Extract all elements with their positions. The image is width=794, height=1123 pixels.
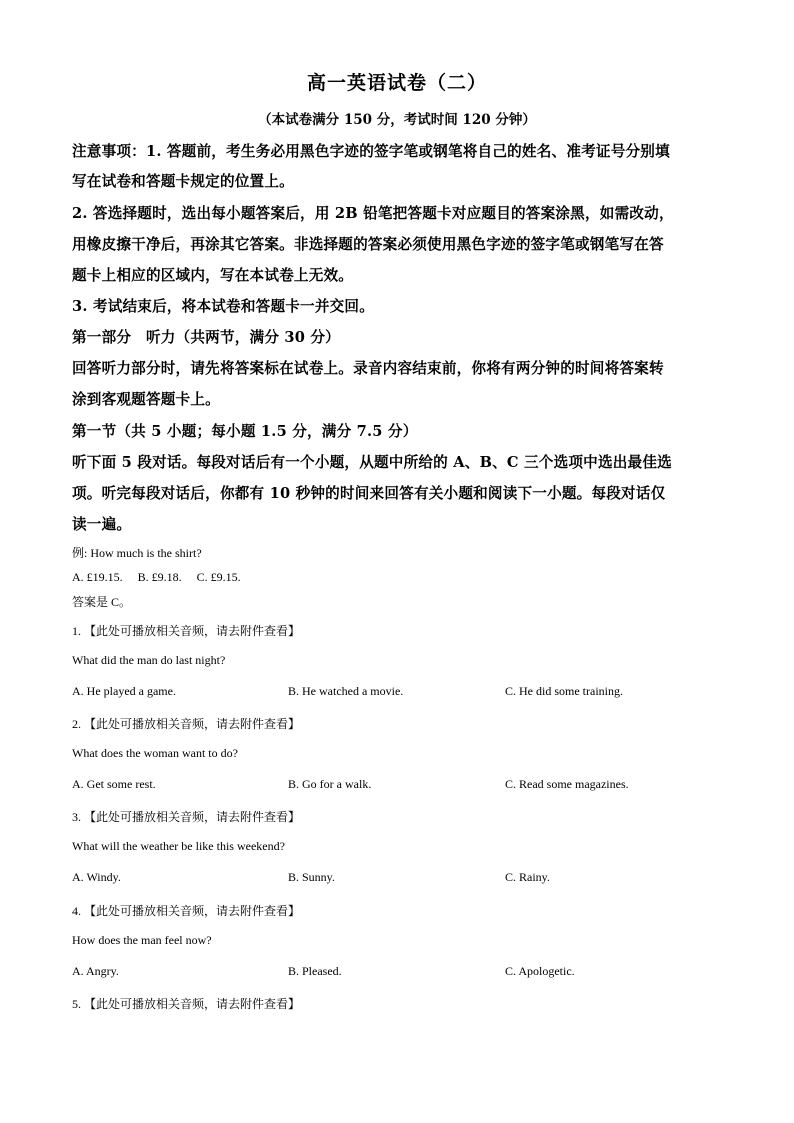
- option-c: C. Apologetic.: [505, 964, 575, 978]
- part1-instruction-2: 涂到客观题答题卡上。: [72, 391, 220, 408]
- option-c: C. He did some training.: [505, 684, 623, 698]
- option-b: B. Sunny.: [288, 870, 335, 884]
- option-a: A. Get some rest.: [72, 777, 156, 791]
- question-text: How does the man feel now?: [72, 933, 212, 947]
- part1-instruction-1: 回答听力部分时，请先将答案标在试卷上。录音内容结束前，你将有两分钟的时间将答案转: [72, 360, 664, 377]
- question-text: What does the woman want to do?: [72, 746, 238, 760]
- section1-instruction-2: 项。听完每段对话后，你都有 10 秒钟的时间来回答有关小题和阅读下一小题。每段对话仅: [72, 485, 666, 502]
- example-options: A. £19.15. B. £9.18. C. £9.15.: [72, 570, 241, 584]
- part1-heading: 第一部分 听力（共两节，满分 30 分）: [72, 329, 340, 346]
- option-b: B. Pleased.: [288, 964, 342, 978]
- option-a: A. Windy.: [72, 870, 121, 884]
- option-c: C. Rainy.: [505, 870, 550, 884]
- question-label: 2. 【此处可播放相关音频，请去附件查看】: [72, 717, 301, 731]
- section1-instruction-1: 听下面 5 段对话。每段对话后有一个小题，从题中所给的 A、B、C 三个选项中选出最佳选: [72, 454, 672, 471]
- notes-line-3: 2. 答选择题时，选出每小题答案后，用 2B 铅笔把答题卡对应题目的答案涂黑，如需改动，: [72, 205, 674, 222]
- page-subtitle: （本试卷满分 150 分，考试时间 120 分钟）: [258, 112, 536, 128]
- question-label: 4. 【此处可播放相关音频，请去附件查看】: [72, 904, 301, 918]
- question-label: 5. 【此处可播放相关音频，请去附件查看】: [72, 997, 301, 1011]
- option-a: A. Angry.: [72, 964, 119, 978]
- question-label: 3. 【此处可播放相关音频，请去附件查看】: [72, 810, 301, 824]
- notes-line-5: 题卡上相应的区域内，写在本试卷上无效。: [72, 267, 354, 284]
- example-question: 例: How much is the shirt?: [72, 546, 202, 560]
- option-b: B. Go for a walk.: [288, 777, 372, 791]
- option-a: A. He played a game.: [72, 684, 176, 698]
- example-answer: 答案是 C。: [72, 595, 132, 609]
- notes-line-2: 写在试卷和答题卡规定的位置上。: [72, 173, 294, 190]
- question-label: 1. 【此处可播放相关音频，请去附件查看】: [72, 624, 301, 638]
- question-text: What did the man do last night?: [72, 653, 226, 667]
- page-title: 高一英语试卷（二）: [306, 72, 487, 94]
- section1-heading: 第一节（共 5 小题；每小题 1.5 分，满分 7.5 分）: [72, 423, 418, 440]
- section1-instruction-3: 读一遍。: [72, 516, 132, 533]
- option-b: B. He watched a movie.: [288, 684, 404, 698]
- question-text: What will the weather be like this weekend?: [72, 839, 285, 853]
- notes-line-6: 3. 考试结束后，将本试卷和答题卡一并交回。: [72, 298, 374, 315]
- notes-line-1: 注意事项：1. 答题前，考生务必用黑色字迹的签字笔或钢笔将自己的姓名、准考证号分别填: [72, 143, 670, 160]
- option-c: C. Read some magazines.: [505, 777, 629, 791]
- notes-line-4: 用橡皮擦干净后，再涂其它答案。非选择题的答案必须使用黑色字迹的签字笔或钢笔写在答: [72, 236, 664, 253]
